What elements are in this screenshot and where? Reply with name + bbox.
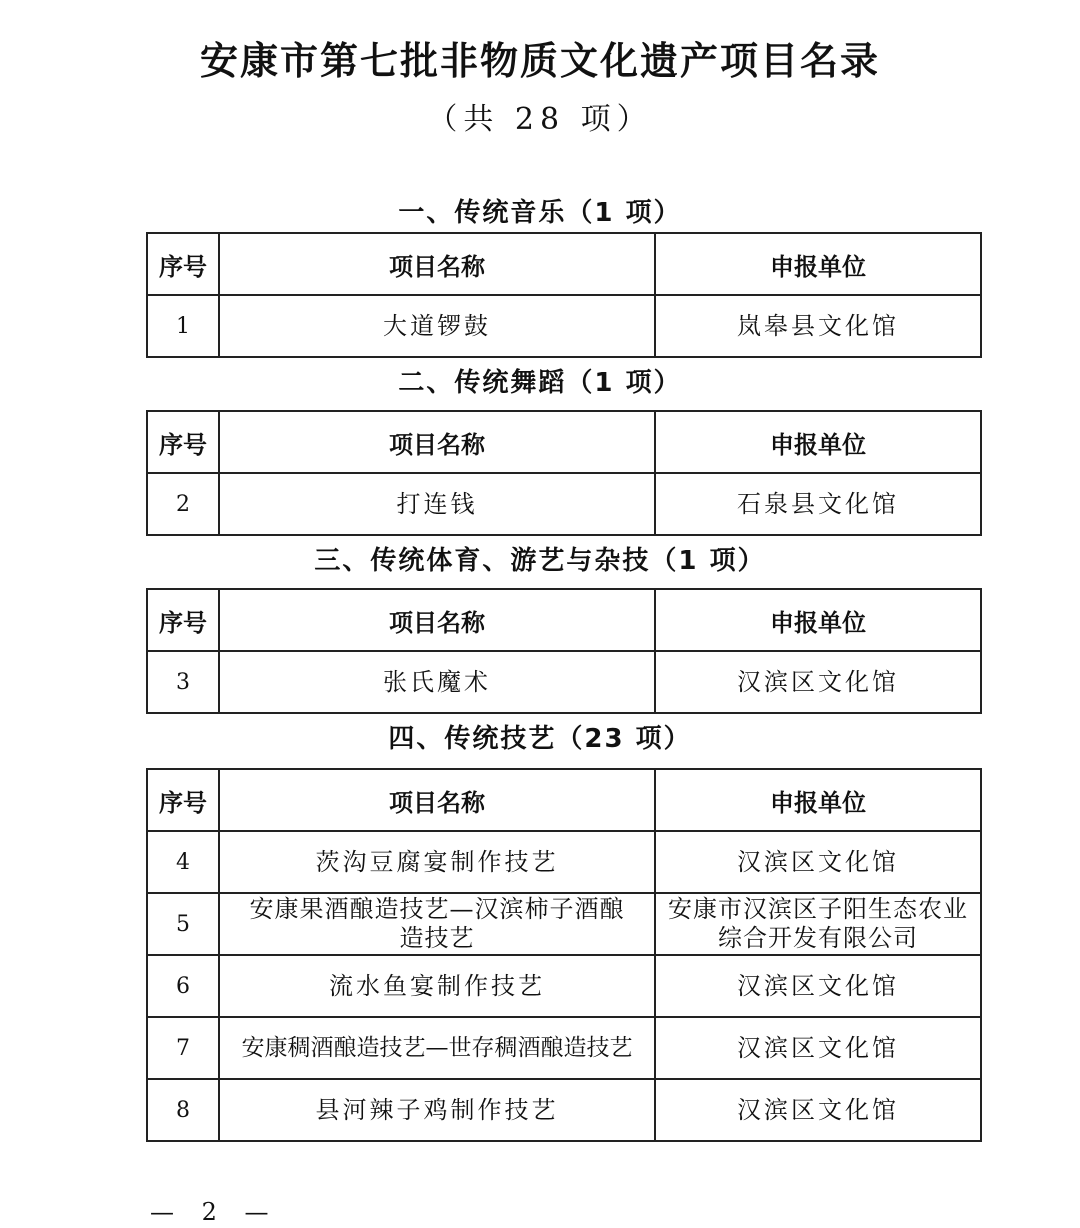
row-applicant-unit: 汉滨区文化馆 <box>655 651 981 713</box>
section-table-traditional-dance <box>146 410 982 536</box>
header-index: 序号 <box>147 233 219 295</box>
row-index: 1 <box>147 295 219 357</box>
table-row <box>147 955 981 1017</box>
section-heading-traditional-music: 一、传统音乐（1 项） <box>398 198 682 228</box>
row-project-name: 安康果酒酿造技艺—汉滨柿子酒酿造技艺 <box>219 893 655 955</box>
row-project-name: 大道锣鼓 <box>219 295 655 357</box>
header-project-name: 项目名称 <box>219 411 655 473</box>
row-index: 8 <box>147 1079 219 1141</box>
page-title: 安康市第七批非物质文化遗产项目名录 <box>199 39 880 83</box>
header-project-name: 项目名称 <box>219 769 655 831</box>
row-applicant-unit: 汉滨区文化馆 <box>655 955 981 1017</box>
section-heading-traditional-dance: 二、传统舞蹈（1 项） <box>398 368 682 398</box>
header-applicant-unit: 申报单位 <box>655 769 981 831</box>
table-row <box>147 473 981 535</box>
table-header-row <box>147 769 981 831</box>
header-index: 序号 <box>147 769 219 831</box>
header-applicant-unit: 申报单位 <box>655 411 981 473</box>
header-index: 序号 <box>147 411 219 473</box>
row-project-name: 县河辣子鸡制作技艺 <box>219 1079 655 1141</box>
table-row <box>147 893 981 955</box>
page-number: — 2 — <box>150 1198 279 1226</box>
section-table-traditional-music <box>146 232 982 358</box>
row-index: 4 <box>147 831 219 893</box>
row-project-name: 打连钱 <box>219 473 655 535</box>
row-applicant-unit: 汉滨区文化馆 <box>655 1079 981 1141</box>
row-project-name: 安康稠酒酿造技艺—世存稠酒酿造技艺 <box>219 1017 655 1079</box>
table-row <box>147 831 981 893</box>
table-row <box>147 1017 981 1079</box>
row-applicant-unit: 石泉县文化馆 <box>655 473 981 535</box>
row-applicant-unit: 岚皋县文化馆 <box>655 295 981 357</box>
row-applicant-unit: 安康市汉滨区子阳生态农业综合开发有限公司 <box>655 893 981 955</box>
header-applicant-unit: 申报单位 <box>655 589 981 651</box>
row-index: 6 <box>147 955 219 1017</box>
row-index: 3 <box>147 651 219 713</box>
row-index: 7 <box>147 1017 219 1079</box>
table-row <box>147 1079 981 1141</box>
table-row <box>147 295 981 357</box>
header-applicant-unit: 申报单位 <box>655 233 981 295</box>
row-applicant-unit: 汉滨区文化馆 <box>655 831 981 893</box>
item-count-subtitle: （共 28 项） <box>427 102 653 137</box>
table-header-row <box>147 411 981 473</box>
table-header-row <box>147 589 981 651</box>
section-heading-traditional-crafts: 四、传统技艺（23 项） <box>388 724 692 754</box>
row-project-name: 张氏魔术 <box>219 651 655 713</box>
row-project-name: 流水鱼宴制作技艺 <box>219 955 655 1017</box>
section-table-traditional-crafts <box>146 768 982 1142</box>
row-index: 2 <box>147 473 219 535</box>
row-applicant-unit: 汉滨区文化馆 <box>655 1017 981 1079</box>
header-project-name: 项目名称 <box>219 233 655 295</box>
header-index: 序号 <box>147 589 219 651</box>
section-heading-sports-games-acrobatics: 三、传统体育、游艺与杂技（1 项） <box>314 546 766 576</box>
row-index: 5 <box>147 893 219 955</box>
header-project-name: 项目名称 <box>219 589 655 651</box>
table-row <box>147 651 981 713</box>
row-project-name: 茨沟豆腐宴制作技艺 <box>219 831 655 893</box>
table-header-row <box>147 233 981 295</box>
section-table-sports-games-acrobatics <box>146 588 982 714</box>
